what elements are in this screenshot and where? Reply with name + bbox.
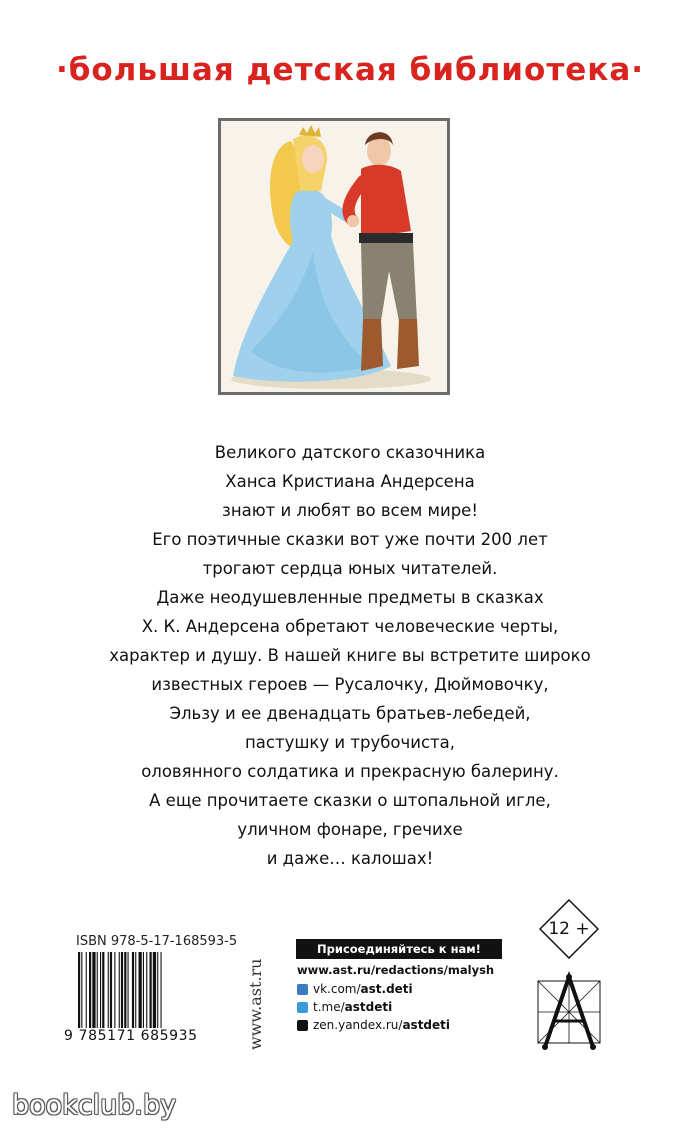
description-line: оловянного солдатика и прекрасную балерину. — [141, 762, 559, 781]
social-link-telegram[interactable] — [297, 1000, 392, 1014]
description-line: Эльзу и ее двенадцать братьев-лебедей, — [169, 704, 531, 723]
social-link-handle: ast.deti — [360, 982, 413, 996]
age-rating-text: 12 + — [548, 919, 590, 939]
description-line: характер и душу. В нашей книге вы встретите широко — [109, 646, 591, 665]
cover-illustration — [218, 118, 450, 395]
description-line: трогают сердца юных читателей. — [202, 559, 498, 578]
description-line: уличном фонаре, гречихе — [237, 820, 463, 839]
isbn-label: ISBN 978-5-17-168593-5 — [76, 934, 238, 949]
description-line: Его поэтичные сказки вот уже почти 200 лет — [152, 530, 548, 549]
telegram-icon — [297, 1002, 308, 1013]
prince-princess-illustration — [221, 121, 447, 392]
description-line: Х. К. Андерсена обретают человеческие черты, — [141, 617, 559, 636]
social-link-prefix: zen.yandex.ru/ — [313, 1018, 403, 1032]
zen-icon — [297, 1020, 308, 1031]
description-line: пастушку и трубочиста, — [244, 733, 456, 752]
social-link-handle: astdeti — [344, 1000, 393, 1014]
watermark: bookclub.by — [12, 1090, 177, 1121]
description-line: и даже… калошах! — [266, 849, 434, 868]
social-link-prefix: vk.com/ — [313, 982, 361, 996]
series-title: ·большая детская библиотека· — [55, 52, 645, 88]
website-vertical: www.ast.ru — [246, 958, 265, 1050]
social-link-handle: astdeti — [402, 1018, 451, 1032]
barcode — [76, 952, 236, 1028]
description-line: Великого датского сказочника — [214, 443, 486, 462]
social-link-vk[interactable] — [297, 982, 413, 996]
join-banner: Присоединяйтесь к нам! — [296, 939, 502, 959]
description-line: Ханса Кристиана Андерсена — [225, 472, 475, 491]
description-line: А еще прочитаете сказки о штопальной игле, — [149, 791, 551, 810]
description-line: знают и любят во всем мире! — [222, 501, 478, 520]
publisher-logo — [535, 971, 603, 1051]
description-line: известных героев — Русалочку, Дюймовочку, — [151, 675, 549, 694]
description-line: Даже неодушевленные предметы в сказках — [156, 588, 544, 607]
book-description — [60, 438, 640, 873]
age-rating-badge — [539, 899, 599, 959]
vk-icon — [297, 984, 308, 995]
social-link-prefix: t.me/ — [313, 1000, 345, 1014]
social-link-zen[interactable] — [297, 1018, 450, 1032]
barcode-digits: 9 785171 685935 — [64, 1028, 198, 1044]
publisher-site-link[interactable]: www.ast.ru/redactions/malysh — [297, 963, 495, 977]
